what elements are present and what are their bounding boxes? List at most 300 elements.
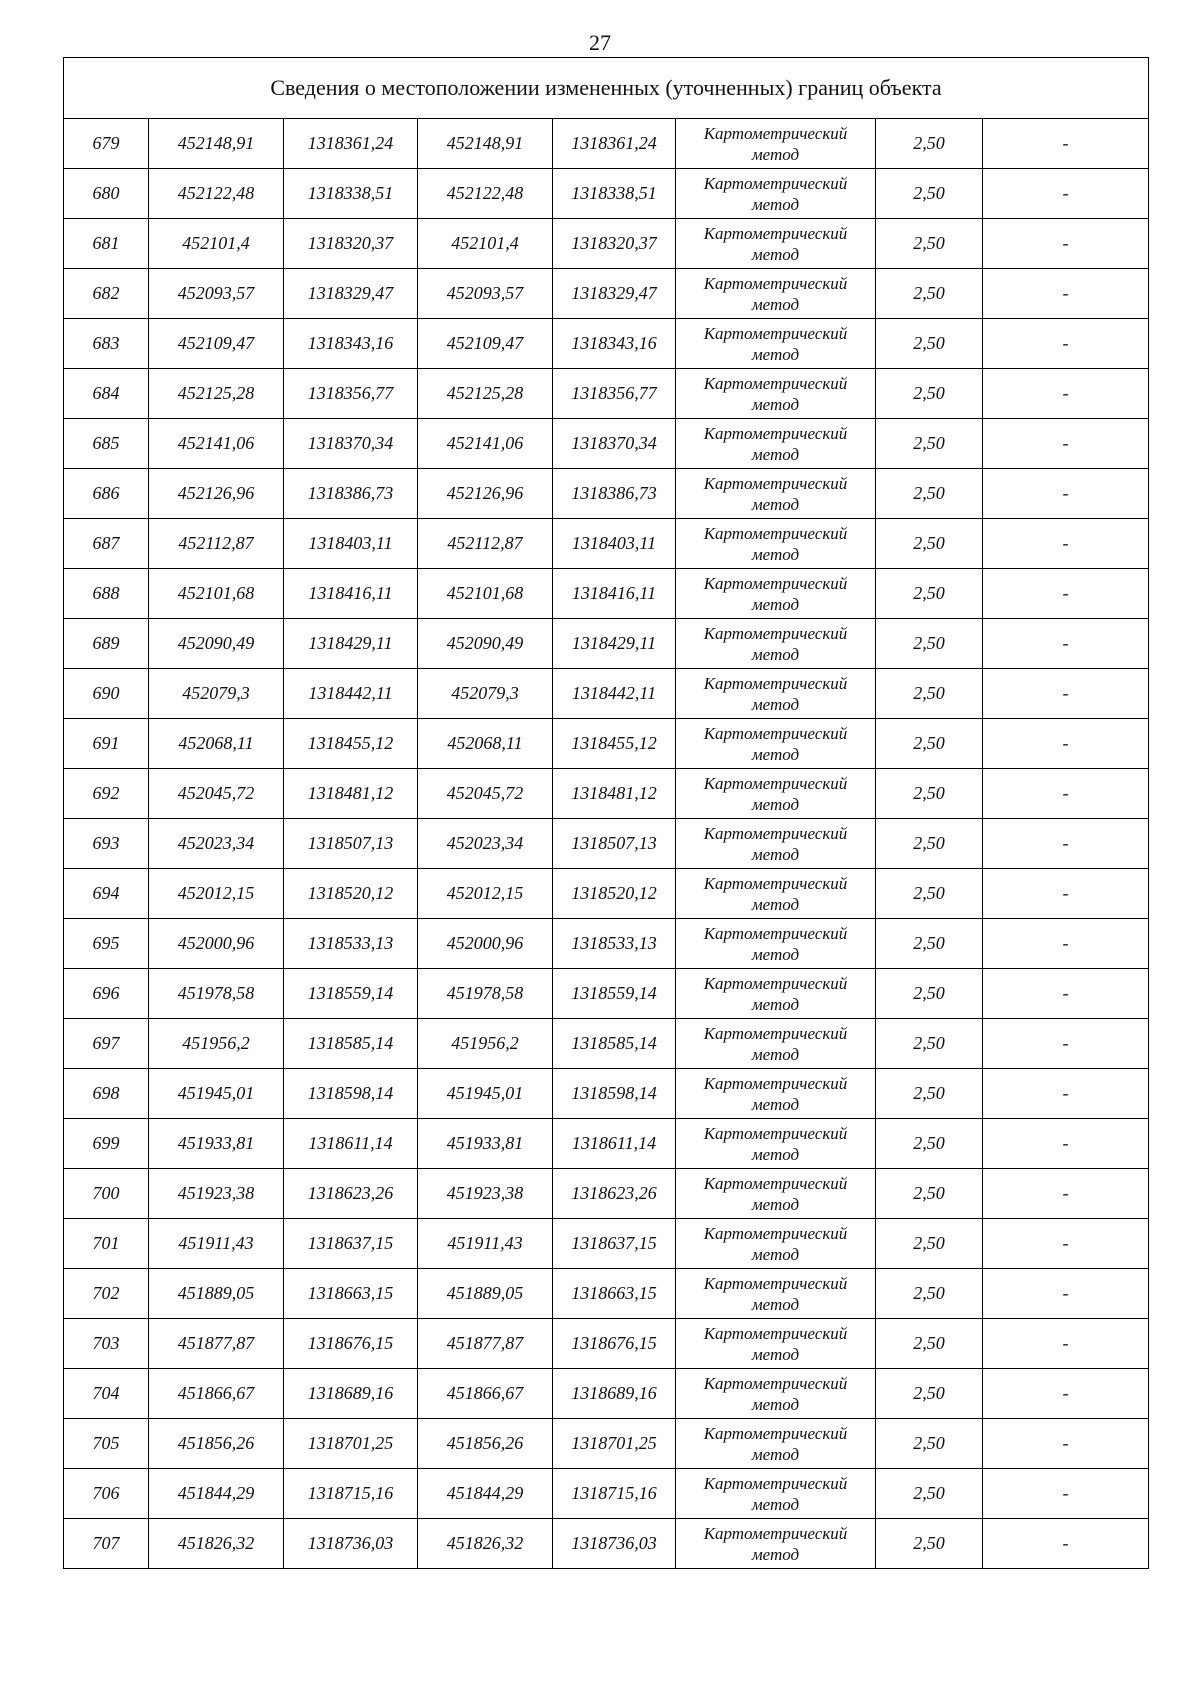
refined-x-cell: 452079,3 (418, 669, 553, 719)
note-cell: - (983, 469, 1149, 519)
point-number-cell: 691 (64, 719, 149, 769)
method-line1: Картометрический (703, 123, 848, 143)
method-line2: метод (751, 1244, 800, 1264)
note-cell: - (983, 569, 1149, 619)
method-line2: метод (751, 794, 800, 814)
accuracy-cell: 2,50 (876, 969, 983, 1019)
method-cell (676, 1319, 876, 1369)
method-cell (676, 219, 876, 269)
existing-x-cell: 451856,26 (149, 1419, 284, 1469)
point-number-cell: 698 (64, 1069, 149, 1119)
method-cell (676, 1419, 876, 1469)
existing-y-cell: 1318338,51 (284, 169, 418, 219)
table-row (64, 1419, 1149, 1469)
point-number-cell: 699 (64, 1119, 149, 1169)
note-cell: - (983, 119, 1149, 169)
table-row (64, 269, 1149, 319)
table-row (64, 1319, 1149, 1369)
method-line1: Картометрический (703, 1023, 848, 1043)
existing-x-cell: 451877,87 (149, 1319, 284, 1369)
existing-x-cell: 452012,15 (149, 869, 284, 919)
accuracy-cell: 2,50 (876, 1319, 983, 1369)
existing-y-cell: 1318689,16 (284, 1369, 418, 1419)
method-cell (676, 1069, 876, 1119)
refined-x-cell: 452000,96 (418, 919, 553, 969)
accuracy-cell: 2,50 (876, 1069, 983, 1119)
existing-y-cell: 1318736,03 (284, 1519, 418, 1569)
point-number-cell: 690 (64, 669, 149, 719)
point-number-cell: 695 (64, 919, 149, 969)
table-row (64, 1169, 1149, 1219)
method-cell (676, 1019, 876, 1069)
point-number-cell: 687 (64, 519, 149, 569)
note-cell: - (983, 669, 1149, 719)
table-row (64, 919, 1149, 969)
method-line1: Картометрический (703, 973, 848, 993)
note-cell: - (983, 1269, 1149, 1319)
accuracy-cell: 2,50 (876, 1419, 983, 1469)
refined-y-cell: 1318442,11 (553, 669, 676, 719)
method-line2: метод (751, 1294, 800, 1314)
point-number-cell: 704 (64, 1369, 149, 1419)
method-cell (676, 319, 876, 369)
refined-y-cell: 1318585,14 (553, 1019, 676, 1069)
existing-x-cell: 451866,67 (149, 1369, 284, 1419)
note-cell: - (983, 1169, 1149, 1219)
method-line1: Картометрический (703, 373, 848, 393)
method-cell (676, 1119, 876, 1169)
table-row (64, 719, 1149, 769)
existing-y-cell: 1318481,12 (284, 769, 418, 819)
point-number-cell: 707 (64, 1519, 149, 1569)
table-row (64, 1519, 1149, 1569)
accuracy-cell: 2,50 (876, 419, 983, 469)
accuracy-cell: 2,50 (876, 1519, 983, 1569)
existing-y-cell: 1318455,12 (284, 719, 418, 769)
existing-y-cell: 1318663,15 (284, 1269, 418, 1319)
refined-y-cell: 1318343,16 (553, 319, 676, 369)
refined-y-cell: 1318701,25 (553, 1419, 676, 1469)
point-number-cell: 689 (64, 619, 149, 669)
refined-x-cell: 452122,48 (418, 169, 553, 219)
refined-x-cell: 451945,01 (418, 1069, 553, 1119)
note-cell: - (983, 1469, 1149, 1519)
table-row (64, 419, 1149, 469)
existing-x-cell: 452122,48 (149, 169, 284, 219)
accuracy-cell: 2,50 (876, 569, 983, 619)
method-line1: Картометрический (703, 673, 848, 693)
method-line1: Картометрический (703, 173, 848, 193)
refined-x-cell: 452126,96 (418, 469, 553, 519)
note-cell: - (983, 1519, 1149, 1569)
existing-x-cell: 451956,2 (149, 1019, 284, 1069)
refined-x-cell: 452023,34 (418, 819, 553, 869)
refined-x-cell: 452101,68 (418, 569, 553, 619)
existing-x-cell: 452109,47 (149, 319, 284, 369)
existing-x-cell: 452141,06 (149, 419, 284, 469)
method-line2: метод (751, 394, 800, 414)
note-cell: - (983, 969, 1149, 1019)
method-line2: метод (751, 744, 800, 764)
refined-y-cell: 1318637,15 (553, 1219, 676, 1269)
accuracy-cell: 2,50 (876, 769, 983, 819)
refined-x-cell: 452125,28 (418, 369, 553, 419)
refined-x-cell: 451978,58 (418, 969, 553, 1019)
point-number-cell: 692 (64, 769, 149, 819)
refined-x-cell: 452012,15 (418, 869, 553, 919)
refined-x-cell: 451923,38 (418, 1169, 553, 1219)
accuracy-cell: 2,50 (876, 619, 983, 669)
existing-x-cell: 451945,01 (149, 1069, 284, 1119)
accuracy-cell: 2,50 (876, 919, 983, 969)
accuracy-cell: 2,50 (876, 219, 983, 269)
note-cell: - (983, 1369, 1149, 1419)
existing-y-cell: 1318370,34 (284, 419, 418, 469)
point-number-cell: 694 (64, 869, 149, 919)
method-line1: Картометрический (703, 1123, 848, 1143)
note-cell: - (983, 919, 1149, 969)
point-number-cell: 705 (64, 1419, 149, 1469)
existing-y-cell: 1318343,16 (284, 319, 418, 369)
point-number-cell: 685 (64, 419, 149, 469)
existing-x-cell: 451844,29 (149, 1469, 284, 1519)
method-cell (676, 969, 876, 1019)
refined-x-cell: 452068,11 (418, 719, 553, 769)
method-line2: метод (751, 144, 800, 164)
method-cell (676, 619, 876, 669)
note-cell: - (983, 619, 1149, 669)
method-line2: метод (751, 244, 800, 264)
method-line1: Картометрический (703, 1373, 848, 1393)
refined-y-cell: 1318416,11 (553, 569, 676, 619)
table-row (64, 1369, 1149, 1419)
table-row (64, 369, 1149, 419)
refined-y-cell: 1318403,11 (553, 519, 676, 569)
refined-x-cell: 452090,49 (418, 619, 553, 669)
method-cell (676, 469, 876, 519)
refined-y-cell: 1318329,47 (553, 269, 676, 319)
point-number-cell: 681 (64, 219, 149, 269)
table-row (64, 1469, 1149, 1519)
method-line1: Картометрический (703, 723, 848, 743)
note-cell: - (983, 519, 1149, 569)
refined-y-cell: 1318676,15 (553, 1319, 676, 1369)
point-number-cell: 700 (64, 1169, 149, 1219)
note-cell: - (983, 1319, 1149, 1369)
method-cell (676, 1369, 876, 1419)
page-number: 27 (589, 30, 611, 55)
point-number-cell: 680 (64, 169, 149, 219)
method-line1: Картометрический (703, 573, 848, 593)
method-cell (676, 419, 876, 469)
table-row (64, 469, 1149, 519)
note-cell: - (983, 419, 1149, 469)
method-line1: Картометрический (703, 923, 848, 943)
note-cell: - (983, 1219, 1149, 1269)
point-number-cell: 684 (64, 369, 149, 419)
refined-y-cell: 1318623,26 (553, 1169, 676, 1219)
table-row (64, 519, 1149, 569)
method-line2: метод (751, 1494, 800, 1514)
method-cell (676, 669, 876, 719)
point-number-cell: 693 (64, 819, 149, 869)
existing-y-cell: 1318403,11 (284, 519, 418, 569)
method-line1: Картометрический (703, 1423, 848, 1443)
table-row (64, 969, 1149, 1019)
table-row (64, 569, 1149, 619)
method-cell (676, 1169, 876, 1219)
point-number-cell: 697 (64, 1019, 149, 1069)
method-cell (676, 169, 876, 219)
existing-y-cell: 1318442,11 (284, 669, 418, 719)
method-cell (676, 1469, 876, 1519)
method-line2: метод (751, 944, 800, 964)
existing-y-cell: 1318715,16 (284, 1469, 418, 1519)
method-line2: метод (751, 844, 800, 864)
table-row (64, 219, 1149, 269)
method-line2: метод (751, 1144, 800, 1164)
existing-y-cell: 1318637,15 (284, 1219, 418, 1269)
method-line1: Картометрический (703, 423, 848, 443)
existing-x-cell: 452148,91 (149, 119, 284, 169)
existing-x-cell: 452068,11 (149, 719, 284, 769)
existing-y-cell: 1318386,73 (284, 469, 418, 519)
refined-y-cell: 1318598,14 (553, 1069, 676, 1119)
table-row (64, 1069, 1149, 1119)
accuracy-cell: 2,50 (876, 819, 983, 869)
point-number-cell: 696 (64, 969, 149, 1019)
table-row (64, 319, 1149, 369)
accuracy-cell: 2,50 (876, 1019, 983, 1069)
method-line1: Картометрический (703, 823, 848, 843)
accuracy-cell: 2,50 (876, 319, 983, 369)
accuracy-cell: 2,50 (876, 369, 983, 419)
refined-y-cell: 1318663,15 (553, 1269, 676, 1319)
refined-y-cell: 1318356,77 (553, 369, 676, 419)
existing-x-cell: 452093,57 (149, 269, 284, 319)
method-cell (676, 519, 876, 569)
existing-y-cell: 1318559,14 (284, 969, 418, 1019)
existing-y-cell: 1318520,12 (284, 869, 418, 919)
table-row (64, 1119, 1149, 1169)
point-number-cell: 703 (64, 1319, 149, 1369)
table-row (64, 1019, 1149, 1069)
refined-y-cell: 1318320,37 (553, 219, 676, 269)
existing-x-cell: 452126,96 (149, 469, 284, 519)
method-line2: метод (751, 1394, 800, 1414)
accuracy-cell: 2,50 (876, 719, 983, 769)
refined-y-cell: 1318533,13 (553, 919, 676, 969)
existing-x-cell: 452101,68 (149, 569, 284, 619)
existing-x-cell: 452101,4 (149, 219, 284, 269)
point-number-cell: 683 (64, 319, 149, 369)
method-line2: метод (751, 494, 800, 514)
method-line2: метод (751, 294, 800, 314)
point-number-cell: 702 (64, 1269, 149, 1319)
note-cell: - (983, 219, 1149, 269)
note-cell: - (983, 819, 1149, 869)
refined-x-cell: 451844,29 (418, 1469, 553, 1519)
refined-y-cell: 1318611,14 (553, 1119, 676, 1169)
existing-x-cell: 451826,32 (149, 1519, 284, 1569)
note-cell: - (983, 269, 1149, 319)
existing-x-cell: 451911,43 (149, 1219, 284, 1269)
method-cell (676, 569, 876, 619)
refined-x-cell: 451856,26 (418, 1419, 553, 1469)
existing-y-cell: 1318320,37 (284, 219, 418, 269)
method-line1: Картометрический (703, 873, 848, 893)
existing-y-cell: 1318507,13 (284, 819, 418, 869)
method-line2: метод (751, 1044, 800, 1064)
boundary-coordinates-table (63, 57, 1149, 1569)
point-number-cell: 688 (64, 569, 149, 619)
note-cell: - (983, 319, 1149, 369)
refined-y-cell: 1318429,11 (553, 619, 676, 669)
refined-x-cell: 451911,43 (418, 1219, 553, 1269)
existing-y-cell: 1318416,11 (284, 569, 418, 619)
accuracy-cell: 2,50 (876, 1169, 983, 1219)
table-row (64, 769, 1149, 819)
table-row (64, 869, 1149, 919)
method-line1: Картометрический (703, 623, 848, 643)
refined-y-cell: 1318338,51 (553, 169, 676, 219)
method-line2: метод (751, 594, 800, 614)
refined-x-cell: 452109,47 (418, 319, 553, 369)
table-row (64, 119, 1149, 169)
table-row (64, 1219, 1149, 1269)
accuracy-cell: 2,50 (876, 169, 983, 219)
method-line1: Картометрический (703, 1173, 848, 1193)
method-line1: Картометрический (703, 1223, 848, 1243)
method-cell (676, 1519, 876, 1569)
accuracy-cell: 2,50 (876, 469, 983, 519)
accuracy-cell: 2,50 (876, 869, 983, 919)
existing-x-cell: 451933,81 (149, 1119, 284, 1169)
method-line1: Картометрический (703, 1323, 848, 1343)
existing-y-cell: 1318356,77 (284, 369, 418, 419)
refined-y-cell: 1318520,12 (553, 869, 676, 919)
note-cell: - (983, 1419, 1149, 1469)
accuracy-cell: 2,50 (876, 1269, 983, 1319)
existing-y-cell: 1318676,15 (284, 1319, 418, 1369)
method-line1: Картометрический (703, 273, 848, 293)
table-row (64, 1269, 1149, 1319)
note-cell: - (983, 369, 1149, 419)
accuracy-cell: 2,50 (876, 1469, 983, 1519)
method-line2: метод (751, 194, 800, 214)
accuracy-cell: 2,50 (876, 1119, 983, 1169)
existing-x-cell: 452112,87 (149, 519, 284, 569)
note-cell: - (983, 1119, 1149, 1169)
point-number-cell: 706 (64, 1469, 149, 1519)
refined-y-cell: 1318736,03 (553, 1519, 676, 1569)
method-cell (676, 719, 876, 769)
refined-x-cell: 452141,06 (418, 419, 553, 469)
existing-x-cell: 451978,58 (149, 969, 284, 1019)
existing-x-cell: 451889,05 (149, 1269, 284, 1319)
refined-y-cell: 1318386,73 (553, 469, 676, 519)
method-cell (676, 919, 876, 969)
refined-x-cell: 451877,87 (418, 1319, 553, 1369)
method-line2: метод (751, 1344, 800, 1364)
existing-x-cell: 452045,72 (149, 769, 284, 819)
existing-x-cell: 451923,38 (149, 1169, 284, 1219)
existing-y-cell: 1318701,25 (284, 1419, 418, 1469)
existing-y-cell: 1318533,13 (284, 919, 418, 969)
refined-y-cell: 1318715,16 (553, 1469, 676, 1519)
refined-y-cell: 1318455,12 (553, 719, 676, 769)
refined-x-cell: 452112,87 (418, 519, 553, 569)
note-cell: - (983, 769, 1149, 819)
table-row (64, 819, 1149, 869)
method-line2: метод (751, 694, 800, 714)
table-row (64, 619, 1149, 669)
point-number-cell: 686 (64, 469, 149, 519)
method-line2: метод (751, 344, 800, 364)
point-number-cell: 682 (64, 269, 149, 319)
method-line1: Картометрический (703, 223, 848, 243)
existing-y-cell: 1318429,11 (284, 619, 418, 669)
existing-x-cell: 452079,3 (149, 669, 284, 719)
method-line2: метод (751, 894, 800, 914)
refined-x-cell: 452093,57 (418, 269, 553, 319)
note-cell: - (983, 169, 1149, 219)
refined-y-cell: 1318481,12 (553, 769, 676, 819)
note-cell: - (983, 1019, 1149, 1069)
method-line2: метод (751, 994, 800, 1014)
method-cell (676, 869, 876, 919)
refined-y-cell: 1318689,16 (553, 1369, 676, 1419)
method-line1: Картометрический (703, 1473, 848, 1493)
method-line1: Картометрический (703, 523, 848, 543)
refined-x-cell: 451889,05 (418, 1269, 553, 1319)
method-line1: Картометрический (703, 1273, 848, 1293)
accuracy-cell: 2,50 (876, 269, 983, 319)
refined-x-cell: 451956,2 (418, 1019, 553, 1069)
method-line1: Картометрический (703, 773, 848, 793)
existing-y-cell: 1318611,14 (284, 1119, 418, 1169)
refined-x-cell: 452148,91 (418, 119, 553, 169)
note-cell: - (983, 1069, 1149, 1119)
accuracy-cell: 2,50 (876, 1219, 983, 1269)
table-row (64, 669, 1149, 719)
method-line2: метод (751, 1194, 800, 1214)
method-line2: метод (751, 1444, 800, 1464)
refined-y-cell: 1318370,34 (553, 419, 676, 469)
method-cell (676, 269, 876, 319)
accuracy-cell: 2,50 (876, 119, 983, 169)
refined-x-cell: 452101,4 (418, 219, 553, 269)
refined-x-cell: 451933,81 (418, 1119, 553, 1169)
note-cell: - (983, 869, 1149, 919)
existing-x-cell: 452023,34 (149, 819, 284, 869)
method-line1: Картометрический (703, 1523, 848, 1543)
method-line2: метод (751, 644, 800, 664)
existing-y-cell: 1318329,47 (284, 269, 418, 319)
existing-y-cell: 1318598,14 (284, 1069, 418, 1119)
method-cell (676, 1269, 876, 1319)
refined-x-cell: 451826,32 (418, 1519, 553, 1569)
table-title-row (64, 58, 1149, 119)
method-cell (676, 369, 876, 419)
method-line2: метод (751, 544, 800, 564)
refined-y-cell: 1318559,14 (553, 969, 676, 1019)
existing-x-cell: 452125,28 (149, 369, 284, 419)
accuracy-cell: 2,50 (876, 519, 983, 569)
existing-x-cell: 452090,49 (149, 619, 284, 669)
point-number-cell: 701 (64, 1219, 149, 1269)
method-line1: Картометрический (703, 1073, 848, 1093)
